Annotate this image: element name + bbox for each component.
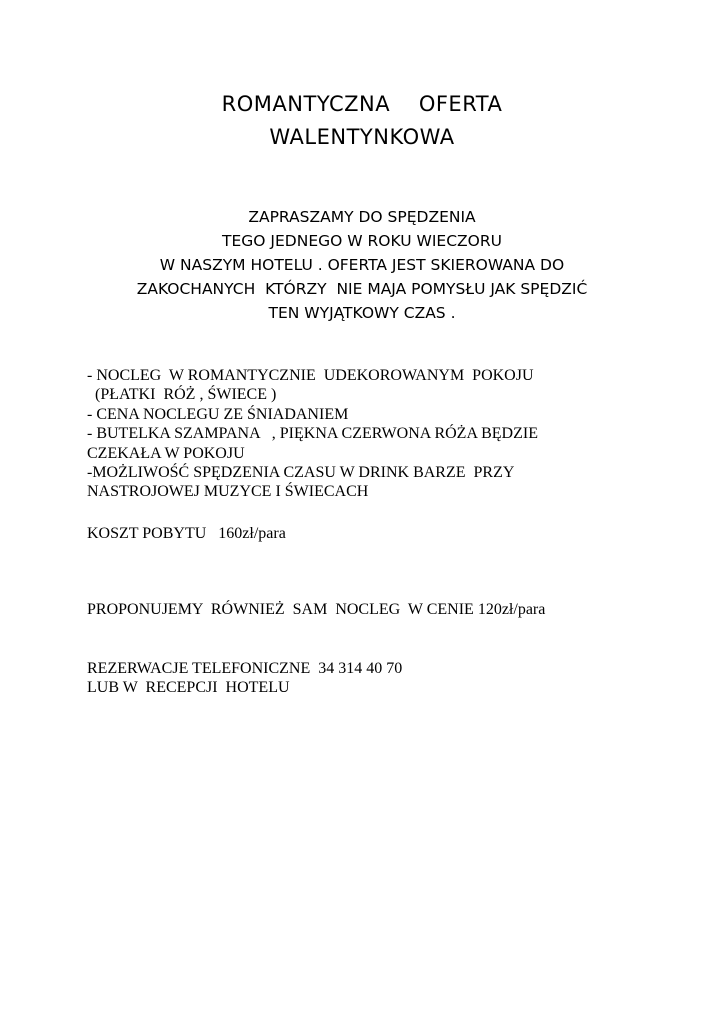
offer-title bbox=[0, 88, 724, 154]
title-line: ROMANTYCZNA OFERTA bbox=[221, 92, 503, 116]
intro-line: ZAKOCHANYCH KTÓRZY NIE MAJA POMYSŁU JAK SPĘDZIĆ bbox=[136, 280, 588, 298]
offer-line: -MOŻLIWOŚĆ SPĘDZENIA CZASU W DRINK BARZE PRZY bbox=[87, 464, 515, 482]
offer-line: NASTROJOWEJ MUZYCE I ŚWIECACH bbox=[87, 483, 369, 501]
offer-line: - NOCLEG W ROMANTYCZNIE UDEKOROWANYM POKOJU bbox=[87, 367, 534, 384]
intro-line: ZAPRASZAMY DO SPĘDZENIA bbox=[248, 208, 476, 226]
reservation-info bbox=[87, 659, 402, 698]
price-line bbox=[87, 524, 286, 543]
offer-line: - BUTELKA SZAMPANA , PIĘKNA CZERWONA RÓŻA BĘDZIE bbox=[87, 425, 538, 443]
title-line: WALENTYNKOWA bbox=[269, 125, 455, 149]
offer-line: CZEKAŁA W POKOJU bbox=[87, 444, 245, 462]
offer-list bbox=[87, 366, 538, 502]
reservation-line: LUB W RECEPCJI HOTELU bbox=[87, 679, 290, 697]
intro-paragraph bbox=[0, 205, 724, 325]
offer-line: (PŁATKI RÓŻ , ŚWIECE ) bbox=[87, 386, 277, 404]
offer-line: - CENA NOCLEGU ZE ŚNIADANIEM bbox=[87, 405, 349, 423]
reservation-line: REZERWACJE TELEFONICZNE 34 314 40 70 bbox=[87, 660, 403, 677]
intro-line: W NASZYM HOTELU . OFERTA JEST SKIEROWANA DO bbox=[159, 256, 565, 274]
also-offer-line bbox=[87, 600, 545, 619]
also-offer-text: PROPONUJEMY RÓWNIEŻ SAM NOCLEG W CENIE 120zł/para bbox=[87, 601, 546, 618]
intro-line: TEN WYJĄTKOWY CZAS . bbox=[268, 304, 456, 322]
price-text: KOSZT POBYTU 160zł/para bbox=[87, 525, 286, 542]
intro-line: TEGO JEDNEGO W ROKU WIECZORU bbox=[222, 232, 502, 250]
